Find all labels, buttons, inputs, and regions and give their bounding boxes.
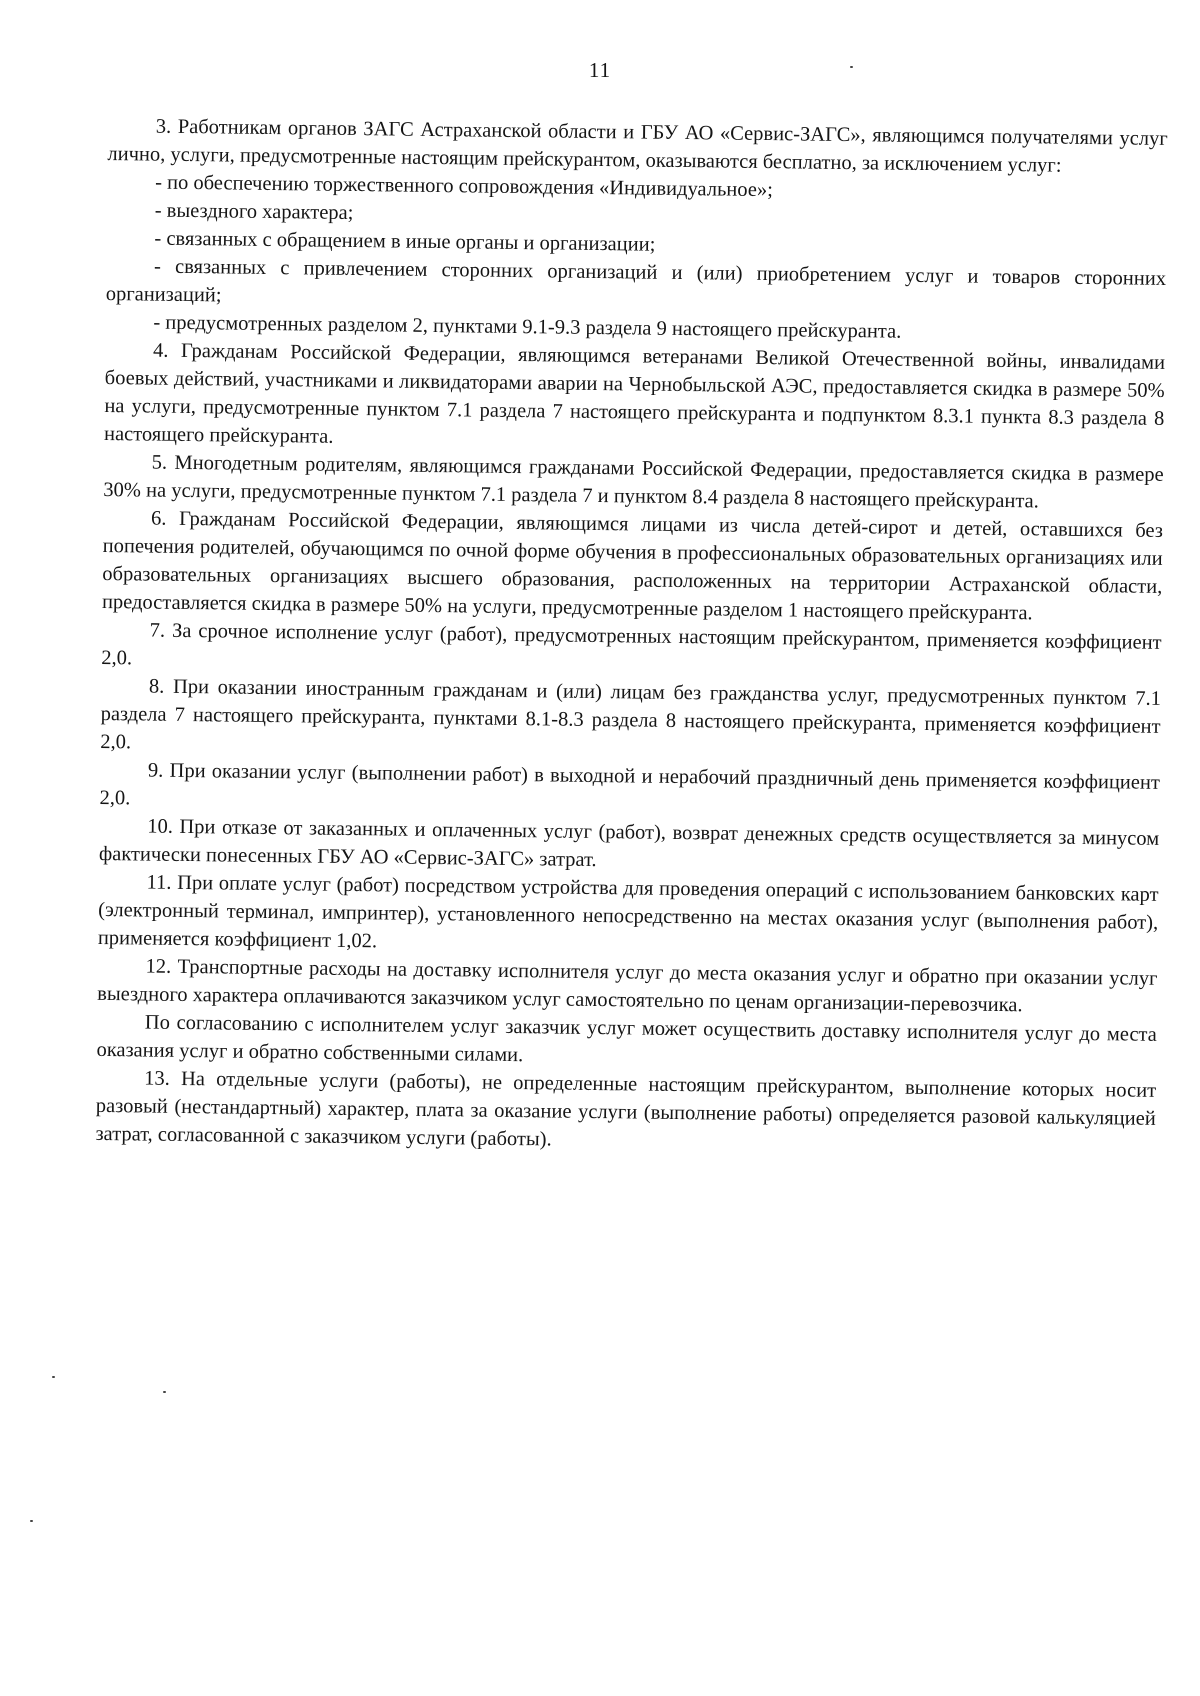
page-number: 11 bbox=[588, 58, 612, 82]
scan-speck bbox=[850, 66, 853, 68]
scan-speck bbox=[52, 1376, 55, 1378]
paragraph-12: 12. Транспортные расходы на доставку исполнителя услуг до места оказания услуг и обратно при оказании услуг выездного характера оплачиваются заказчиком услуг самостоятельно по ценам организации-перевозчика. bbox=[97, 955, 1158, 1017]
paragraph-5: 5. Многодетным родителям, являющимся гражданами Российской Федерации, предоставляется скидка в размере 30% на услуги, предусмотренные пунктом 7.1 раздела 7 и пунктом 8.4 раздела 8 настоящего прейскуранта. bbox=[103, 451, 1164, 513]
scan-speck bbox=[30, 1520, 33, 1522]
exception-item: - предусмотренных разделом 2, пунктами 9.1-9.3 раздела 9 настоящего прейскуранта. bbox=[153, 311, 902, 343]
paragraph-8: 8. При оказании иностранным гражданам и (или) лицам без гражданства услуг, предусмотренных пунктом 7.1 раздела 7 настоящего прейскуранта, пунктами 8.1-8.3 раздела 8 настоящего прейскуранта, применяется коэффициент 2,0. bbox=[100, 675, 1162, 754]
paragraph-12-note: По согласованию с исполнителем услуг заказчик услуг может осуществить доставку исполнителя услуг до места оказания услуг и обратно собственными силами. bbox=[96, 1011, 1157, 1067]
scan-speck bbox=[163, 1391, 166, 1393]
paragraph-7: 7. За срочное исполнение услуг (работ), предусмотренных настоящим прейскурантом, применяется коэффициент 2,0. bbox=[101, 619, 1162, 670]
paragraph-13: 13. На отдельные услуги (работы), не определенные настоящим прейскурантом, выполнение которых носит разовый (нестандартный) характер, плата за оказание услуги (выполнение работы) определяется разовой калькуляцией затрат, согласованной с заказчиком услуги (работы). bbox=[95, 1067, 1157, 1151]
exception-item: - связанных с привлечением сторонних организаций и (или) приобретением услуг и товаров сторонних организаций; bbox=[105, 255, 1167, 307]
document-body bbox=[95, 112, 1168, 1161]
exception-item: - по обеспечению торжественного сопровождения «Индивидуальное»; bbox=[155, 171, 774, 202]
exception-item: - выездного характера; bbox=[154, 199, 354, 225]
exception-item: - связанных с обращением в иные органы и организации; bbox=[154, 227, 656, 256]
paragraph-10: 10. При отказе от заказанных и оплаченных услуг (работ), возврат денежных средств осуществляется за минусом фактически понесенных ГБУ АО «Сервис-ЗАГС» затрат. bbox=[98, 815, 1160, 872]
paragraph-4: 4. Гражданам Российской Федерации, являющимся ветеранами Великой Отечественной войны, инвалидами боевых действий, участниками и ликвидаторами аварии на Чернобыльской АЭС, предоставляется скидка в размере 50% на услуги, предусмотренные пунктом 7.1 раздела 7 настоящего прейскуранта и подпунктом 8.3.1 пункта 8.3 раздела 8 настоящего прейскуранта. bbox=[103, 339, 1166, 448]
paragraph-6: 6. Гражданам Российской Федерации, являющимся лицами из числа детей-сирот и детей, оставшихся без попечения родителей, обучающимся по очной форме обучения в профессиональных образовательных организациях или образовательных организациях высшего образования, расположенных на территории Астраханской области, предоставляется скидка в размере 50% на услуги, предусмотренные разделом 1 настоящего прейскуранта. bbox=[101, 507, 1164, 625]
paragraph-3-intro: 3. Работникам органов ЗАГС Астраханской области и ГБУ АО «Сервис-ЗАГС», являющимся получателями услуг лично, услуги, предусмотренные настоящим прейскурантом, оказываются бесплатно, за исключением услуг: bbox=[107, 115, 1168, 177]
paragraph-11: 11. При оплате услуг (работ) посредством устройства для проведения операций с использованием банковских карт (электронный терминал, импринтер), установленного непосредственно на местах оказания услуг (выполнения работ), применяется коэффициент 1,02. bbox=[97, 871, 1159, 953]
paragraph-9: 9. При оказании услуг (выполнении работ) в выходной и нерабочий праздничный день применяется коэффициент 2,0. bbox=[99, 759, 1161, 810]
